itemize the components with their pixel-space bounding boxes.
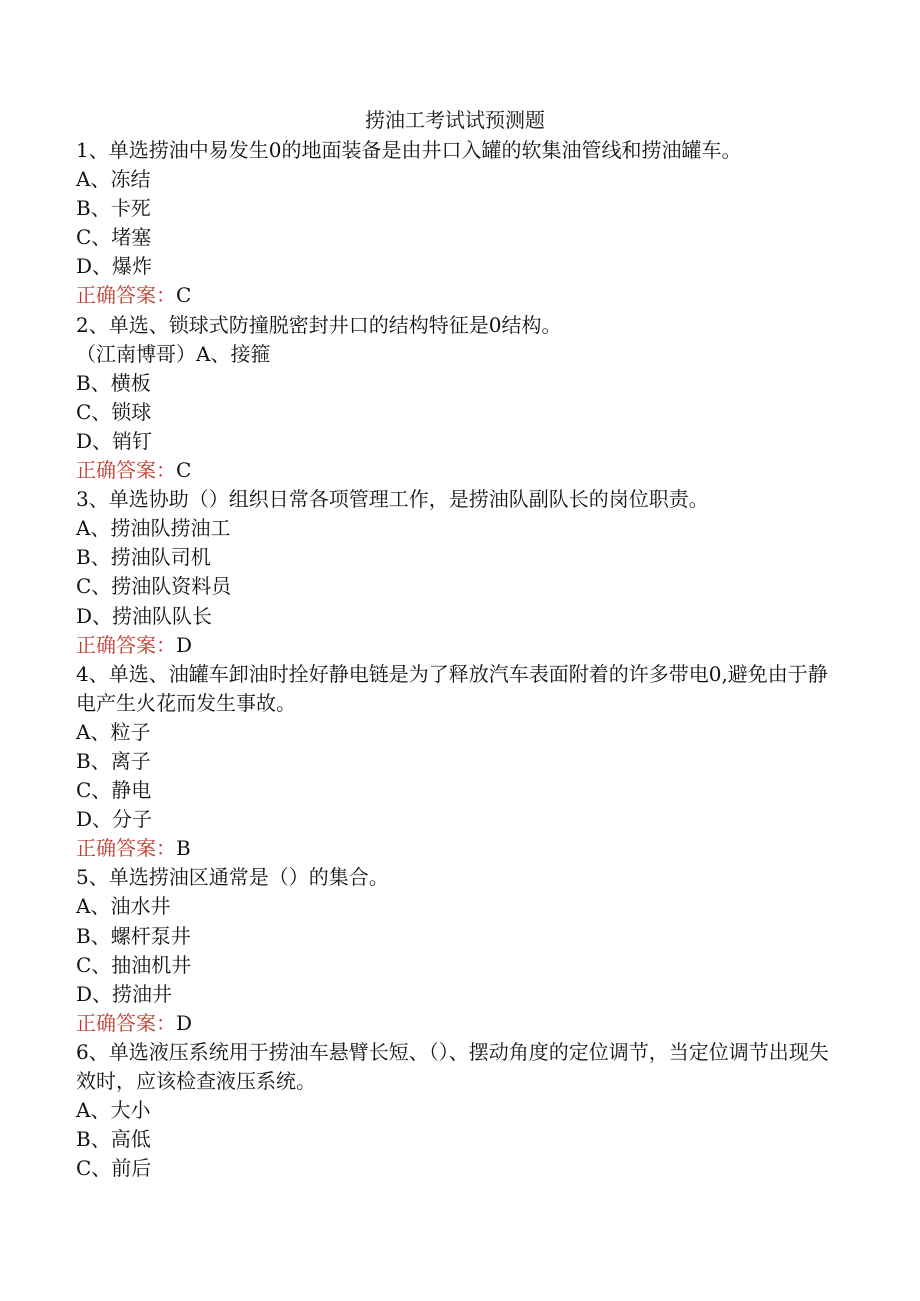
question-stem: 2、单选、锁球式防撞脱密封井口的结构特征是0结构。 — [76, 312, 562, 337]
document-title: 捞油工考试试预测题 — [365, 108, 545, 132]
option: C、静电 — [76, 778, 152, 803]
answer-label: 正确答案： — [76, 458, 176, 483]
answer-value: D — [176, 632, 193, 657]
option: D、销钉 — [76, 428, 153, 453]
option: B、离子 — [76, 748, 151, 773]
option: B、卡死 — [76, 196, 151, 221]
answer-line — [76, 281, 836, 310]
answer-value: B — [176, 836, 191, 861]
option: A、油水井 — [76, 894, 171, 919]
question-stem: 3、单选协助（）组织日常各项管理工作，是捞油队副队长的岗位职责。 — [76, 487, 709, 512]
question-stem: 5、单选捞油区通常是（）的集合。 — [76, 865, 389, 890]
option: A、捞油队捞油工 — [76, 516, 231, 541]
question-stem: 4、单选、油罐车卸油时拴好静电链是为了释放汽车表面附着的许多带电0,避免由于静电产生火花而发生事故。 — [76, 661, 828, 715]
option: C、抽油机井 — [76, 952, 192, 977]
option: D、捞油队队长 — [76, 603, 213, 628]
answer-value: C — [176, 283, 192, 308]
option: B、螺杆泵井 — [76, 923, 191, 948]
option: D、分子 — [76, 807, 153, 832]
option: C、堵塞 — [76, 225, 152, 250]
option: C、捞油队资料员 — [76, 574, 232, 599]
option: A、大小 — [76, 1098, 151, 1123]
answer-label: 正确答案： — [76, 836, 176, 861]
answer-line — [76, 1009, 836, 1038]
answer-line — [76, 834, 836, 863]
option: D、爆炸 — [76, 254, 153, 279]
option: （江南博哥）A、接箍 — [76, 341, 271, 366]
option: D、捞油井 — [76, 981, 173, 1006]
option: C、前后 — [76, 1156, 152, 1181]
answer-label: 正确答案： — [76, 1010, 176, 1035]
answer-line — [76, 631, 836, 660]
question-list — [76, 136, 836, 1183]
option: A、粒子 — [76, 719, 151, 744]
question-stem: 6、单选液压系统用于捞油车悬臂长短、（）、摆动角度的定位调节，当定位调节出现失效时，应该检查液压系统。 — [76, 1039, 829, 1093]
option: A、冻结 — [76, 167, 151, 192]
answer-label: 正确答案： — [76, 283, 176, 308]
question-stem: 1、单选捞油中易发生0的地面装备是由井口入罐的软集油管线和捞油罐车。 — [76, 138, 742, 162]
answer-line — [76, 456, 836, 485]
answer-value: D — [176, 1010, 193, 1035]
answer-value: C — [176, 458, 192, 483]
option: B、横板 — [76, 370, 151, 395]
answer-label: 正确答案： — [76, 632, 176, 657]
option: C、锁球 — [76, 399, 152, 424]
option: B、捞油队司机 — [76, 545, 211, 570]
option: B、高低 — [76, 1127, 151, 1152]
